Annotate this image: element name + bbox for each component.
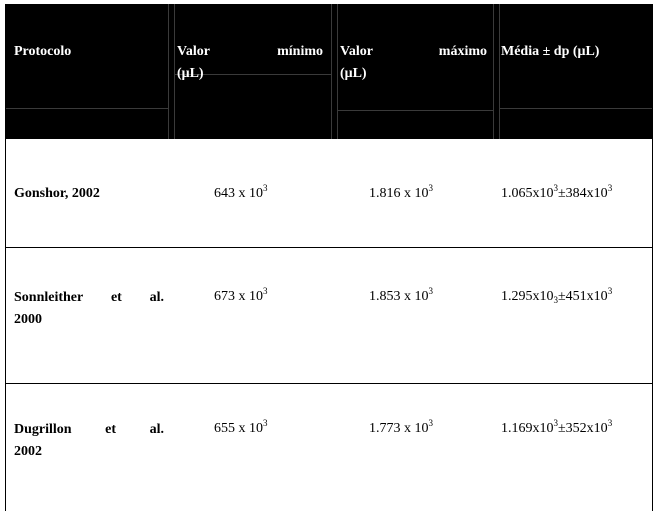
max-exponent: 3 — [428, 183, 433, 193]
row-media-dp — [501, 418, 612, 440]
min-exponent: 3 — [263, 183, 268, 193]
media-exponent: 3 — [553, 418, 558, 428]
min-base: 655 x 10 — [214, 421, 263, 436]
header-valor-minimo-word1: Valor — [177, 44, 210, 59]
row-protocolo-text: Gonshor, 2002 — [14, 186, 100, 201]
row-protocolo-line1 — [14, 287, 164, 309]
row-media-dp — [501, 286, 612, 308]
min-base: 643 x 10 — [214, 186, 263, 201]
media-exponent: 3 — [553, 183, 558, 193]
row-valor-maximo — [369, 286, 433, 308]
media-subscript: 3 — [553, 295, 558, 305]
max-base: 1.853 x 10 — [369, 289, 429, 304]
row-protocolo — [14, 183, 164, 205]
min-exponent: 3 — [263, 418, 268, 428]
header-valor-maximo — [340, 41, 487, 85]
media-value: 1.169x10 — [501, 421, 554, 436]
table-row — [6, 384, 652, 511]
table-row — [6, 248, 652, 384]
dp-value: ±451x10 — [558, 289, 608, 304]
word: al. — [149, 422, 164, 437]
row-protocolo — [14, 419, 164, 463]
dp-exponent: 3 — [607, 418, 613, 428]
max-exponent: 3 — [428, 286, 433, 296]
word: et — [110, 290, 122, 305]
header-divider — [493, 4, 494, 139]
max-exponent: 3 — [428, 418, 433, 428]
row-protocolo-line2: 2002 — [14, 444, 42, 459]
min-base: 673 x 10 — [214, 289, 263, 304]
header-valor-minimo-word2: mínimo — [277, 44, 323, 59]
word: et — [105, 422, 117, 437]
header-valor-minimo — [177, 41, 323, 85]
row-valor-minimo — [214, 183, 268, 205]
platelet-count-table — [5, 4, 653, 511]
dp-exponent: 3 — [607, 286, 613, 296]
table-header — [6, 4, 652, 139]
row-protocolo-line1 — [14, 419, 164, 441]
table-row — [6, 139, 652, 248]
word: al. — [149, 290, 164, 305]
row-protocolo — [14, 287, 164, 331]
max-base: 1.816 x 10 — [369, 186, 429, 201]
header-divider — [331, 4, 332, 139]
row-valor-maximo — [369, 418, 433, 440]
row-protocolo-line2: 2000 — [14, 312, 42, 327]
row-valor-minimo — [214, 286, 268, 308]
media-value: 1.065x10 — [501, 186, 554, 201]
header-valor-minimo-unit: (μL) — [177, 66, 204, 81]
row-media-dp — [501, 183, 612, 205]
media-value: 1.295x10 — [501, 289, 554, 304]
header-divider — [6, 108, 168, 109]
header-divider — [337, 110, 493, 111]
row-valor-minimo — [214, 418, 268, 440]
dp-exponent: 3 — [607, 183, 613, 193]
header-valor-maximo-word2: máximo — [438, 44, 487, 59]
dp-value: ±352x10 — [558, 421, 608, 436]
header-divider — [499, 4, 500, 139]
min-exponent: 3 — [263, 286, 268, 296]
header-valor-maximo-unit: (μL) — [340, 66, 367, 81]
word: Sonnleither — [14, 290, 84, 305]
header-protocolo: Protocolo — [14, 44, 72, 59]
header-divider — [337, 4, 338, 139]
row-valor-maximo — [369, 183, 433, 205]
max-base: 1.773 x 10 — [369, 421, 429, 436]
header-divider — [499, 108, 652, 109]
dp-value: ±384x10 — [558, 186, 608, 201]
header-divider — [174, 4, 175, 139]
word: Dugrillon — [14, 422, 72, 437]
header-media-dp: Média ± dp (μL) — [501, 44, 600, 59]
header-divider — [168, 4, 169, 139]
header-valor-maximo-word1: Valor — [340, 44, 373, 59]
